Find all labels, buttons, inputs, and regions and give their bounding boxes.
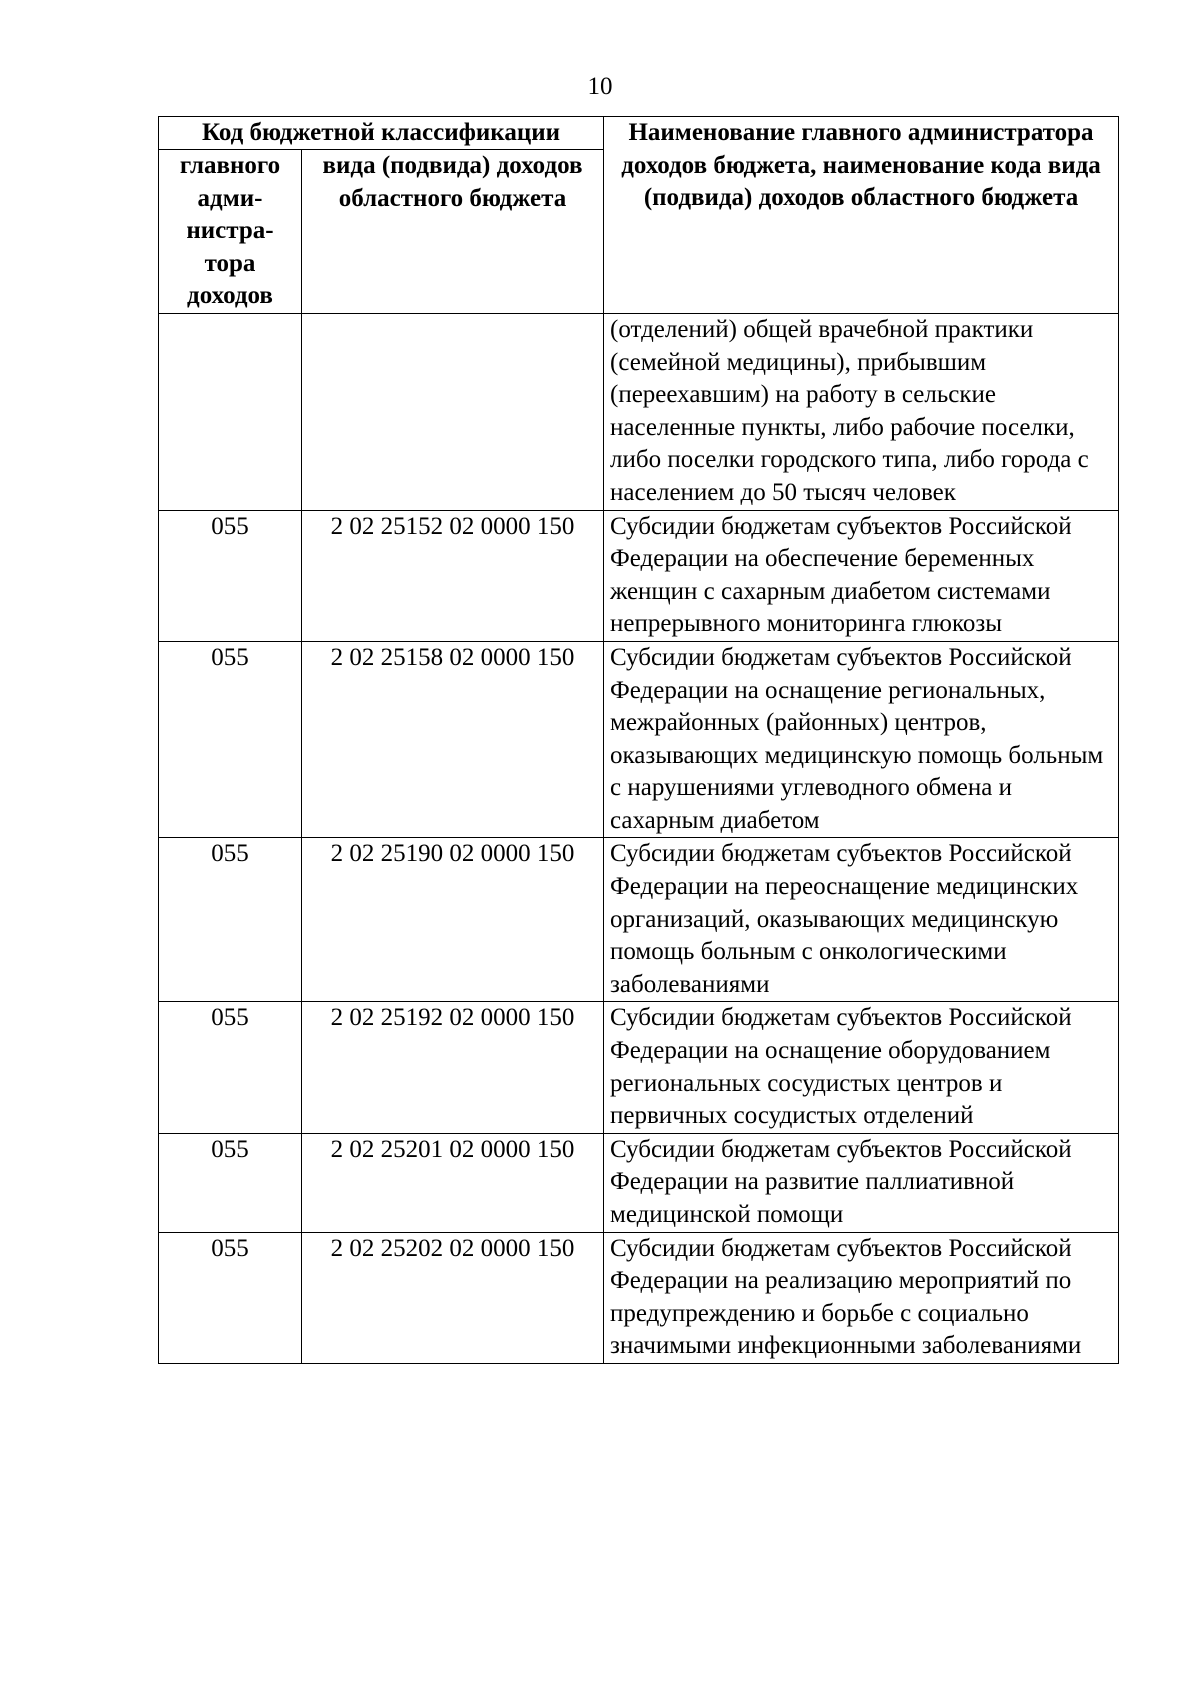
admin-code-cell: 055 [159, 1232, 302, 1363]
table-row [159, 838, 1119, 1002]
page-number: 10 [587, 73, 613, 100]
admin-code-cell: 055 [159, 838, 302, 1002]
admin-code-cell: 055 [159, 510, 302, 641]
table-row [159, 641, 1119, 838]
admin-code-cell: 055 [159, 641, 302, 838]
budget-classification-table [158, 116, 1119, 1364]
table-row [159, 1002, 1119, 1133]
revenue-code-cell: 2 02 25201 02 0000 150 [302, 1133, 604, 1232]
table-body [159, 313, 1119, 1363]
table-row [159, 313, 1119, 510]
revenue-name-cell: Субсидии бюджетам субъектов Российской Федерации на переоснащение медицинских организаций, оказывающих медицинскую помощь больным с онкологическими заболеваниями [604, 838, 1119, 1002]
revenue-type-header: вида (подвида) доходов областного бюджета [302, 150, 604, 314]
revenue-code-cell: 2 02 25152 02 0000 150 [302, 510, 604, 641]
revenue-name-cell: Субсидии бюджетам субъектов Российской Федерации на оснащение региональных, межрайонных (районных) центров, оказывающих медицинскую помощь больным с нарушениями углеводного обмена и сахарным диабетом [604, 641, 1119, 838]
administrator-name-header: Наименование главного администратора доходов бюджета, наименование кода вида (подвида) доходов областного бюджета [604, 117, 1119, 314]
table-row [159, 510, 1119, 641]
revenue-name-cell: (отделений) общей врачебной практики (семейной медицины), прибывшим (переехавшим) на работу в сельские населенные пункты, либо рабочие поселки, либо поселки городского типа, либо города с населением до 50 тысяч человек [604, 313, 1119, 510]
revenue-code-cell: 2 02 25202 02 0000 150 [302, 1232, 604, 1363]
admin-code-cell [159, 313, 302, 510]
revenue-name-cell: Субсидии бюджетам субъектов Российской Федерации на оснащение оборудованием региональных сосудистых центров и первичных сосудистых отделений [604, 1002, 1119, 1133]
table-row [159, 1133, 1119, 1232]
budget-code-group-header: Код бюджетной классификации [159, 117, 604, 150]
revenue-code-cell: 2 02 25190 02 0000 150 [302, 838, 604, 1002]
chief-administrator-header: главного адми-нистра-тора доходов [159, 150, 302, 314]
revenue-name-cell: Субсидии бюджетам субъектов Российской Федерации на реализацию мероприятий по предупреждению и борьбе с социально значимыми инфекционными заболеваниями [604, 1232, 1119, 1363]
revenue-name-cell: Субсидии бюджетам субъектов Российской Федерации на развитие паллиативной медицинской помощи [604, 1133, 1119, 1232]
admin-code-cell: 055 [159, 1133, 302, 1232]
revenue-code-cell [302, 313, 604, 510]
admin-code-cell: 055 [159, 1002, 302, 1133]
revenue-code-cell: 2 02 25192 02 0000 150 [302, 1002, 604, 1133]
revenue-code-cell: 2 02 25158 02 0000 150 [302, 641, 604, 838]
table-row [159, 1232, 1119, 1363]
table-header [159, 117, 1119, 314]
revenue-name-cell: Субсидии бюджетам субъектов Российской Федерации на обеспечение беременных женщин с сахарным диабетом системами непрерывного мониторинга глюкозы [604, 510, 1119, 641]
